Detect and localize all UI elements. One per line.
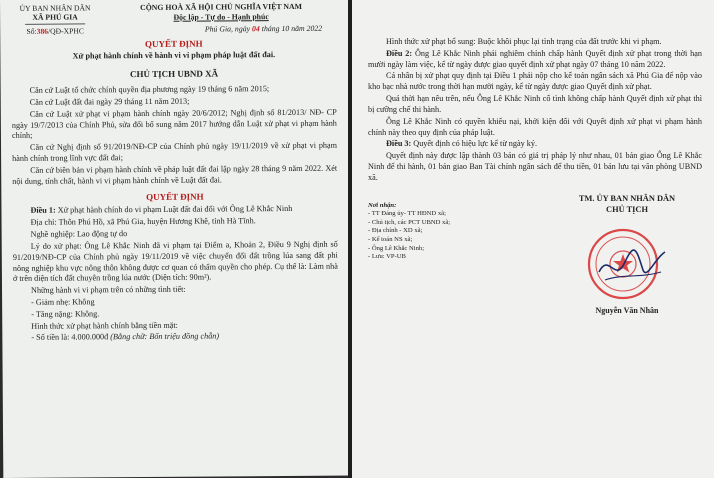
signature-block [552, 194, 702, 316]
date-suffix: tháng 10 năm 2022 [261, 24, 323, 34]
authority-title: CHỦ TỊCH UBND XÃ [129, 68, 219, 80]
agency-block [11, 3, 99, 36]
additional-penalty: Hình thức xử phạt bổ sung: Buộc khôi phục lại tình trạng của đất trước khi vi phạm. [386, 37, 662, 46]
signer-name: Nguyễn Văn Nhân [595, 305, 659, 315]
document-number [11, 26, 99, 36]
recipient-item: - TT Đảng ủy- TT HĐND xã; [368, 210, 446, 218]
basis-paragraph: Căn cứ Nghị định số 91/2019/NĐ-CP của Chính phủ ngày 19/11/2019 về xử phạt vi phạm hành chính trong lĩnh vực đất đai; [12, 140, 338, 163]
decision-title-2: QUYẾT ĐỊNH [146, 192, 204, 203]
recipient-item: - Địa chính - XD xã; [368, 227, 423, 235]
handwritten-signature [585, 222, 669, 306]
recipients-block [368, 202, 450, 316]
decision-page-1 [0, 0, 351, 478]
recipients-list [368, 210, 450, 261]
nation-block [106, 2, 336, 36]
date-prefix: Phú Gia, ngày [204, 24, 251, 35]
article-2-text: Ông Lê Khắc Ninh phải nghiêm chỉnh chấp hành Quyết định xử phạt trong thời hạn mười ngày làm việc, kể từ ngày được giao quyết định xử phạt ngày 07 tháng 10 năm 2022. [368, 48, 703, 69]
recipient-item: - Ông Lê Khắc Ninh; [368, 244, 425, 252]
decision-page-2 [352, 0, 714, 478]
fine-amount-words: (Bằng chữ: Bốn triệu đồng chẵn) [110, 331, 220, 342]
article-2 [368, 49, 702, 71]
basis-paragraph: Căn cứ Luật đất đai ngày 29 tháng 11 năm 2013; [29, 96, 190, 107]
basis-paragraph: Căn cứ biên bản vi phạm hành chính về pháp luật đất đai lập ngày 28 tháng 9 năm 2022. Xét nội dung, tính chất, hành vi vi phạm hành chính về Luật đất đai. [12, 163, 338, 186]
sign-line2: CHỦ TỊCH [606, 204, 648, 214]
doc-no-prefix: Số: [26, 26, 37, 36]
agency-underline [25, 23, 85, 24]
fine-amount [13, 331, 338, 344]
fine-amount-value: - Số tiền là: 4.000.000đ [31, 332, 109, 343]
payment-paragraph: Cá nhân bị xử phạt quy định tại Điều 1 phải nộp cho kế toán ngân sách xã Phú Gia để nộp vào kho bạc nhà nước trong thời hạn mười ngày, kể từ ngày được giao Quyết định xử phạt. [368, 71, 702, 92]
agency-line2: XÃ PHÚ GIA [32, 12, 78, 23]
document-header [11, 2, 336, 37]
recipient-item: - Lưu: VP-UB [368, 253, 406, 261]
violation-reason: Lý do xử phạt: Ông Lê Khắc Ninh đã vi phạm tại Điểm a, Khoản 2, Điều 9 Nghị định số 91/2019/NĐ-CP của Chính phủ ngày 19/11/2019 về việc chuyển đổi đất trồng lúa sang đất phi nông nghiệp khu vực nông thôn không được cơ quan có thẩm quyền cho phép. Cụ thể là: Làm nhà ở trên diện tích đất chuyên trồng lúa nước (Diện tích: 90m²). [12, 239, 338, 284]
mitigating-line: - Giảm nhẹ: Không [31, 297, 95, 307]
aggravating-line: - Tăng nặng: Không. [31, 309, 100, 319]
address-line: Địa chỉ: Thôn Phú Hồ, xã Phú Gia, huyện Hương Khê, tỉnh Hà Tĩnh. [30, 216, 256, 227]
article-1 [12, 204, 337, 217]
occupation-line: Nghề nghiệp: Lao động tự do [30, 229, 128, 239]
article-2-label: Điều 2: [386, 48, 413, 58]
enforcement-paragraph: Quá thời hạn nêu trên, nếu Ông Lê Khắc Ninh cố tình không chấp hành Quyết định xử phạt thì bị cưỡng chế thi hành. [368, 94, 702, 114]
recipient-item: - Kế toán NS xã; [368, 236, 413, 244]
article-3 [368, 139, 702, 150]
basis-paragraph: Căn cứ Luật tổ chức chính quyền địa phương ngày 19 tháng 6 năm 2015; [29, 84, 270, 95]
issue-date [106, 24, 336, 35]
nation-line2: Độc lập - Tự do - Hạnh phúc [173, 11, 269, 22]
doc-no-suffix: /QĐ-XPHC [48, 26, 84, 36]
article-1-label: Điều 1: [30, 205, 56, 216]
doc-no-value: 386 [36, 26, 49, 36]
copies-paragraph: Quyết định này được lập thành 03 bản có giá trị pháp lý như nhau, 01 bản giao Ông Lê Khắc Ninh để thi hành, 01 bản giao Ban Tài chính ngân sách để thu tiền, 01 bản lưu tại văn phòng UBND xã. [368, 151, 702, 182]
legal-basis [12, 84, 338, 188]
circumstances-line: Những hành vi vi phạm trên có những tình tiết: [30, 284, 186, 295]
basis-paragraph: Căn cứ Luật xử phạt vi phạm hành chính ngày 20/6/2012; Nghị định số 81/2013/ NĐ- CP ngày 19/7/2013 của Chính Phủ, sửa đổi bổ sung năm 2017 hướng dẫn Luật xử phạt vi phạm hành chính; [11, 107, 337, 141]
appeal-paragraph: Ông Lê Khắc Ninh có quyền khiếu nại, khởi kiện đối với Quyết định xử phạt vi phạm hành chính này theo quy định của pháp luật. [368, 116, 702, 137]
footer-block [368, 194, 702, 316]
decision-title: QUYẾT ĐỊNH [144, 39, 203, 50]
official-seal [585, 222, 669, 306]
article-3-text: Quyết định có hiệu lực kể từ ngày ký. [413, 139, 537, 149]
date-day: 04 [251, 24, 260, 34]
article-3-label: Điều 3: [386, 139, 412, 149]
decision-subtitle: Xử phạt hành chính về hành vi vi phạm pháp luật đất đai. [72, 50, 276, 61]
penalty-form-line: Hình thức xử phạt hành chính bằng tiền mặt: [31, 320, 178, 331]
recipient-item: - Chủ tịch, các PCT UBND xã; [368, 218, 451, 226]
recipients-title: Nơi nhận: [368, 201, 397, 209]
article-1-text: Xử phạt hành chính do vi phạm Luật đất đai đối với Ông Lê Khắc Ninh [57, 204, 293, 215]
agency-line1: ỦY BAN NHÂN DÂN [19, 3, 91, 13]
nation-line1: CỘNG HOÀ XÃ HỘI CHỦ NGHĨA VIỆT NAM [140, 1, 303, 13]
sign-line1: TM. ỦY BAN NHÂN DÂN [578, 193, 676, 203]
